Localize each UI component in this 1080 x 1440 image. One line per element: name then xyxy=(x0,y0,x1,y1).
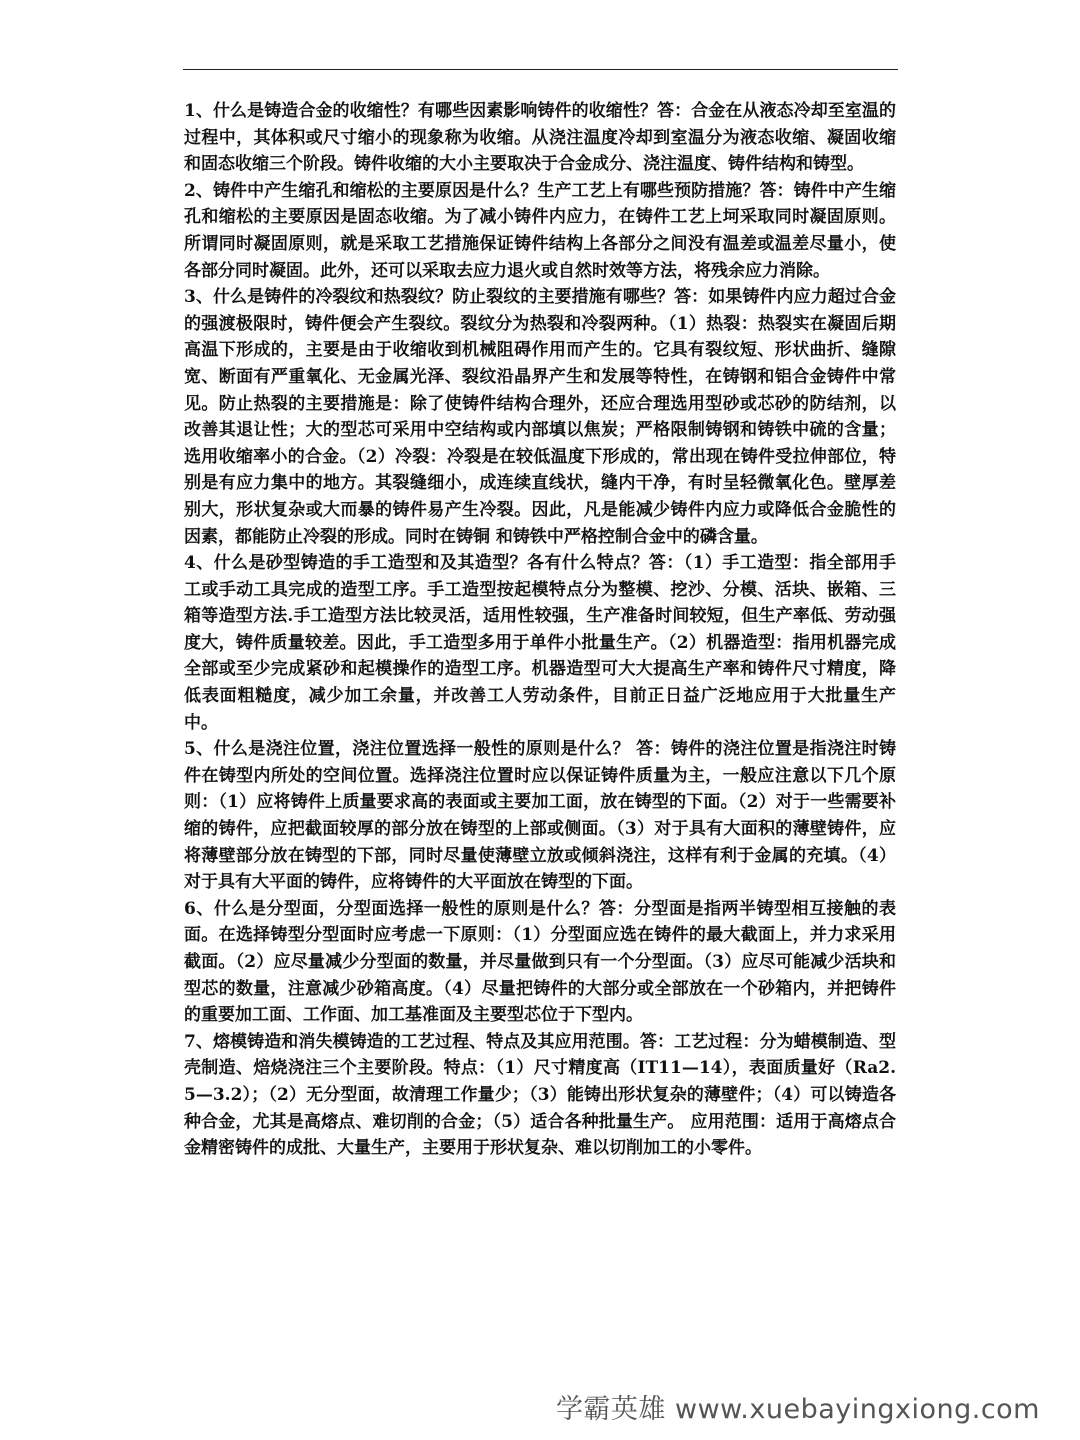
qa-paragraph-5: 5、什么是浇注位置，浇注位置选择一般性的原则是什么？ 答：铸件的浇注位置是指浇注时铸件在铸型内所处的空间位置。选择浇注位置时应以保证铸件质量为主，一般应注意以下几个原则：（1）应将铸件上质量要求高的表面或主要加工面，放在铸型的下面。（2）对于一些需要补缩的铸件，应把截面较厚的部分放在铸型的上部或侧面。（3）对于具有大面积的薄壁铸件，应将薄壁部分放在铸型的下部，同时尽量使薄壁立放或倾斜浇注，这样有利于金属的充填。（4）对于具有大平面的铸件，应将铸件的大平面放在铸型的下面。 xyxy=(184,739,896,893)
qa-paragraph-4: 4、什么是砂型铸造的手工造型和及其造型？各有什么特点？答：（1）手工造型：指全部用手工或手动工具完成的造型工序。手工造型按起模特点分为整模、挖沙、分模、活块、嵌箱、三箱等造型方法.手工造型方法比较灵活，适用性较强，生产准备时间较短，但生产率低、劳动强度大，铸件质量较差。因此，手工造型多用于单件小批量生产。（2）机器造型：指用机器完成全部或至少完成紧砂和起模操作的造型工序。机器造型可大大提高生产率和铸件尺寸精度，降低表面粗糙度，减少加工余量，并改善工人劳动条件，目前正日益广泛地应用于大批量生产中。 xyxy=(184,553,896,733)
qa-paragraph-2: 2、铸件中产生缩孔和缩松的主要原因是什么？生产工艺上有哪些预防措施？答：铸件中产生缩孔和缩松的主要原因是固态收缩。为了减小铸件内应力，在铸件工艺上坷采取同时凝固原则。所谓同时凝固原则，就是采取工艺措施保证铸件结构上各部分之间没有温差或温差尽量小，使各部分同时凝固。此外，还可以采取去应力退火或自然时效等方法，将残余应力消除。 xyxy=(184,180,896,281)
qa-paragraph-1: 1、什么是铸造合金的收缩性？有哪些因素影响铸件的收缩性？答：合金在从液态冷却至室温的过程中，其体积或尺寸缩小的现象称为收缩。从浇注温度冷却到室温分为液态收缩、凝固收缩和固态收缩三个阶段。铸件收缩的大小主要取决于合金成分、浇注温度、铸件结构和铸型。 xyxy=(184,101,896,175)
qa-paragraph-7: 7、熔模铸造和消失模铸造的工艺过程、特点及其应用范围。答：工艺过程：分为蜡模制造、型壳制造、焙烧浇注三个主要阶段。特点：（1）尺寸精度高（IT11—14），表面质量好（Ra2.5—3.2）；（2）无分型面，故清理工作量少；（3）能铸出形状复杂的薄壁件；（4）可以铸造各种合金，尤其是高熔点、难切削的合金；（5）适合各种批量生产。 应用范围：适用于高熔点合金精密铸件的成批、大量生产，主要用于形状复杂、难以切削加工的小零件。 xyxy=(184,1031,896,1159)
qa-paragraph-6: 6、什么是分型面，分型面选择一般性的原则是什么？答：分型面是指两半铸型相互接触的表面。在选择铸型分型面时应考虑一下原则：（1）分型面应选在铸件的最大截面上，并力求采用截面。（2）应尽量减少分型面的数量，并尽量做到只有一个分型面。（3）应尽可能减少活块和型芯的数量，注意减少砂箱高度。（4）尽量把铸件的大部分或全部放在一个砂箱内，并把铸件的重要加工面、工作面、加工基准面及主要型芯位于下型内。 xyxy=(184,898,896,1026)
header-rule xyxy=(183,69,898,70)
site-watermark: 学霸英雄 www.xuebayingxiong.com xyxy=(555,1394,1040,1425)
qa-paragraph-3: 3、什么是铸件的冷裂纹和热裂纹？防止裂纹的主要措施有哪些？答：如果铸件内应力超过合金的强渡极限时，铸件便会产生裂纹。裂纹分为热裂和冷裂两种。（1）热裂：热裂实在凝固后期高温下形成的，主要是由于收缩收到机械阻碍作用而产生的。它具有裂纹短、形状曲折、缝隙宽、断面有严重氧化、无金属光泽、裂纹沿晶界产生和发展等特性，在铸钢和铝合金铸件中常见。防止热裂的主要措施是：除了使铸件结构合理外，还应合理选用型砂或芯砂的防结剂，以改善其退让性；大的型芯可采用中空结构或内部填以焦炭；严格限制铸钢和铸铁中硫的含量；选用收缩率小的合金。（2）冷裂：冷裂是在较低温度下形成的，常出现在铸件受拉伸部位，特别是有应力集中的地方。其裂缝细小，成连续直线状，缝内干净，有时呈轻微氧化色。壁厚差别大，形状复杂或大而暴的铸件易产生冷裂。因此，凡是能减少铸件内应力或降低合金脆性的因素，都能防止冷裂的形成。同时在铸铜 和铸铁中严格控制合金中的磷含量。 xyxy=(184,287,896,547)
document-body xyxy=(184,98,896,1162)
